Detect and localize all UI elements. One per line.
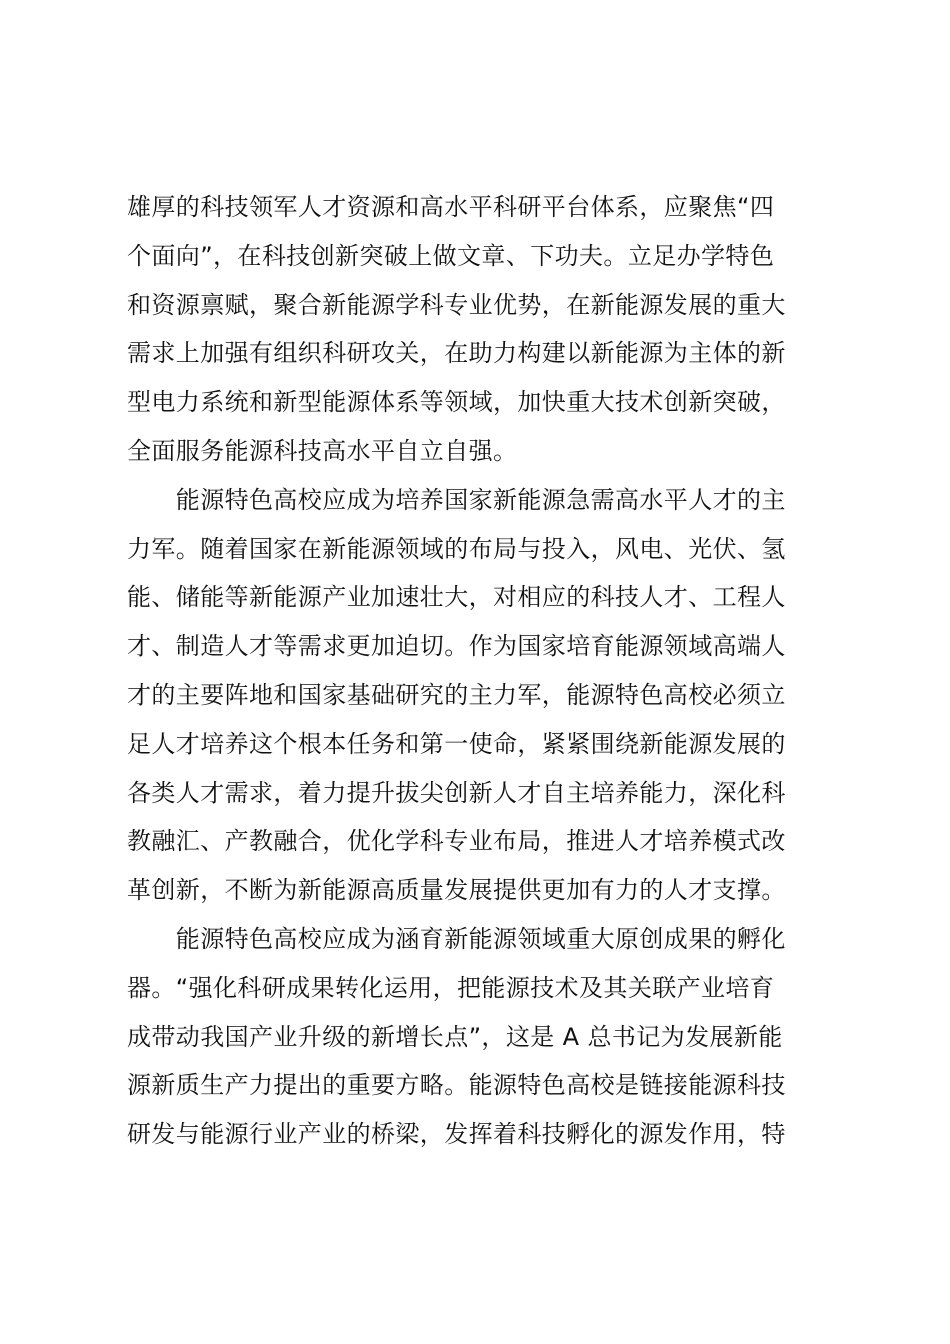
document-body [127,183,832,1159]
text-line: 教融汇、产教融合，优化学科专业布局，推进人才培养模式改 [127,827,786,856]
paragraph-1 [127,183,832,476]
text-line: 力军。随着国家在新能源领域的布局与投入，风电、光伏、氢 [127,534,786,563]
text-line: 能、储能等新能源产业加速壮大，对相应的科技人才、工程人 [127,583,786,612]
text-line: 能源特色高校应成为涵育新能源领域重大原创成果的孵化 [127,924,786,953]
paragraph-3 [127,915,832,1159]
text-line: 型电力系统和新型能源体系等领域，加快重大技术创新突破， [127,388,786,417]
text-line: 革创新，不断为新能源高质量发展提供更加有力的人才支撑。 [127,876,786,905]
paragraph-2 [127,476,832,915]
text-line: 源新质生产力提出的重要方略。能源特色高校是链接能源科技 [127,1071,786,1100]
text-line: 需求上加强有组织科研攻关，在助力构建以新能源为主体的新 [127,339,786,368]
text-line: 雄厚的科技领军人才资源和高水平科研平台体系，应聚焦“四 [127,193,775,221]
text-line: 足人才培养这个根本任务和第一使命，紧紧围绕新能源发展的 [127,729,786,758]
text-line: 和资源禀赋，聚合新能源学科专业优势，在新能源发展的重大 [127,290,786,319]
text-line: 能源特色高校应成为培养国家新能源急需高水平人才的主 [127,485,786,514]
text-line: 成带动我国产业升级的新增长点”，这是 A 总书记为发展新能 [127,1022,783,1051]
text-line: 各类人才需求，着力提升拔尖创新人才自主培养能力，深化科 [127,778,786,807]
text-line: 器。“强化科研成果转化运用，把能源技术及其关联产业培育 [127,973,775,1002]
text-line: 才的主要阵地和国家基础研究的主力军，能源特色高校必须立 [127,680,786,709]
text-line: 个面向”，在科技创新突破上做文章、下功夫。立足办学特色 [127,241,775,270]
text-line: 才、制造人才等需求更加迫切。作为国家培育能源领域高端人 [127,632,786,661]
text-line: 全面服务能源科技高水平自立自强。 [127,436,518,465]
text-line: 研发与能源行业产业的桥梁，发挥着科技孵化的源发作用，特 [127,1120,786,1149]
